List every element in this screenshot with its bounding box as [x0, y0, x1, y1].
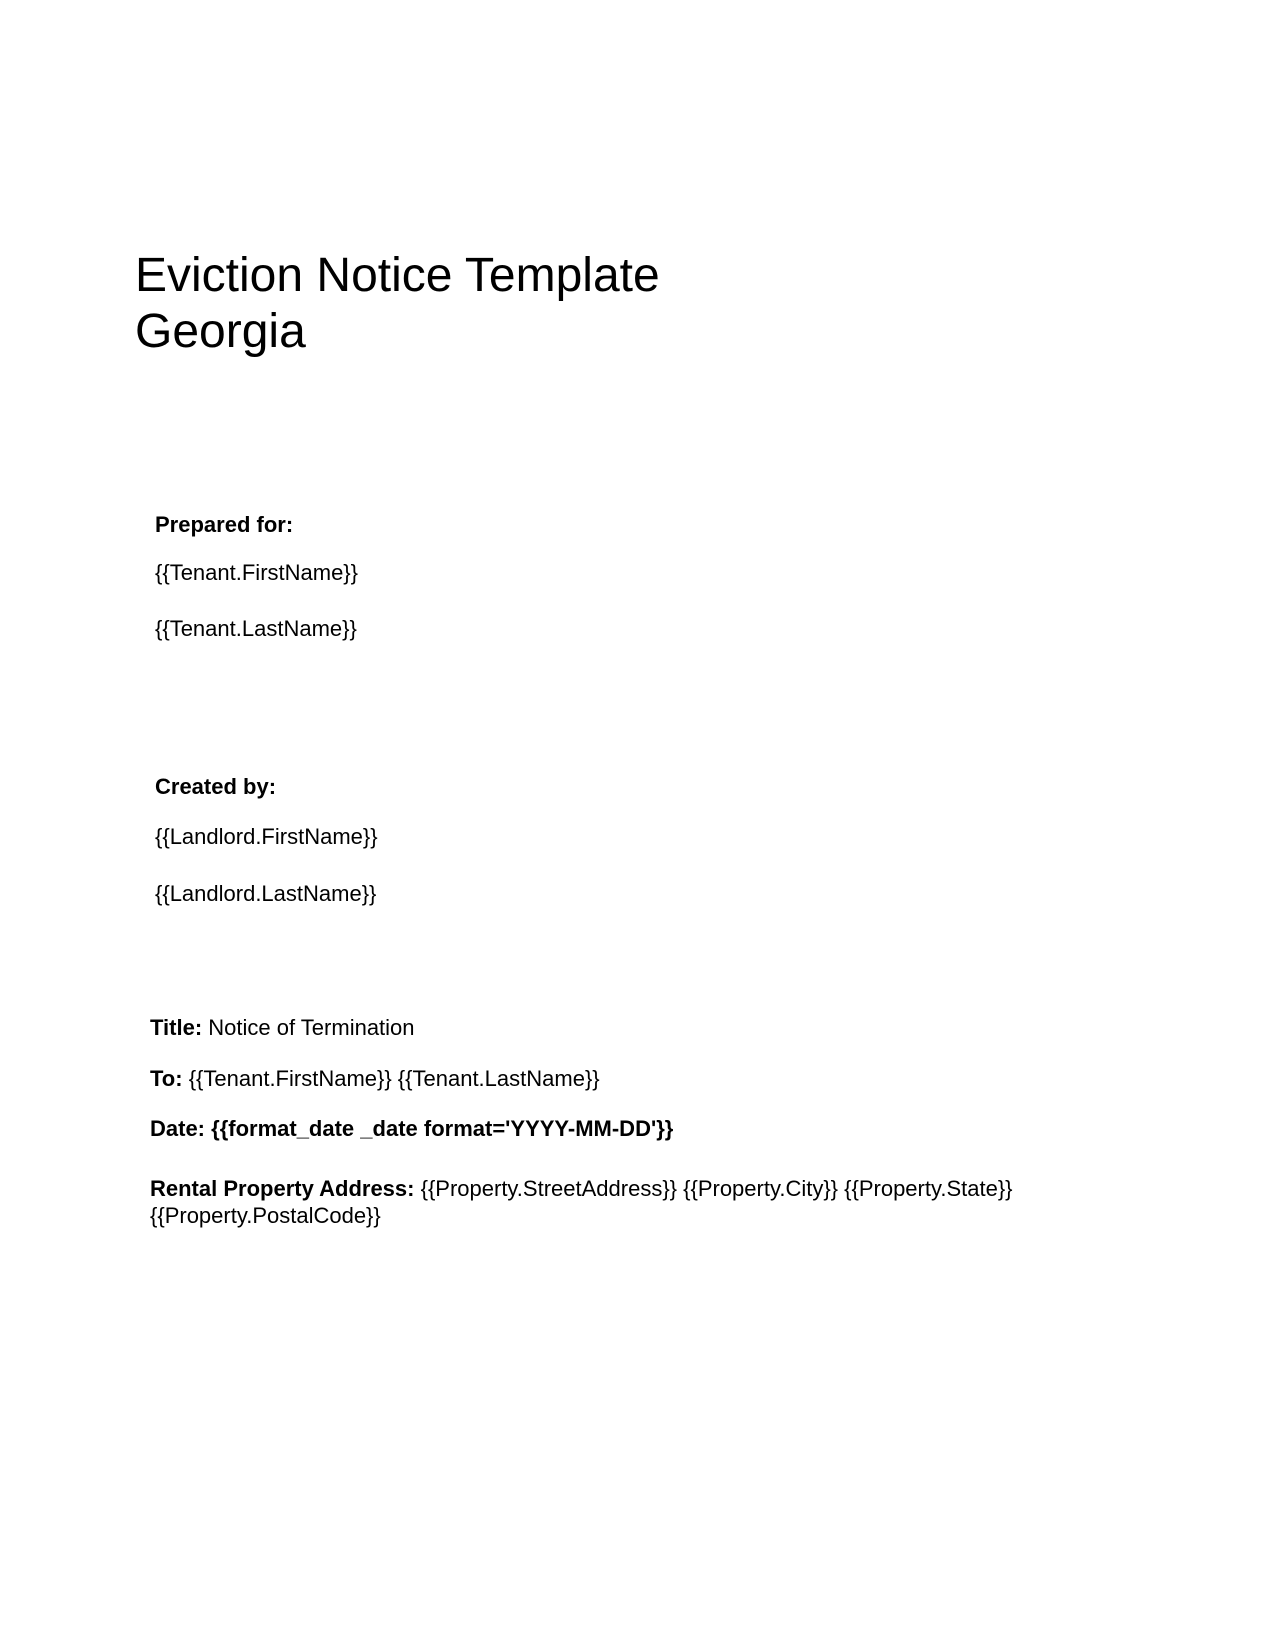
- notice-date-label: Date:: [150, 1116, 206, 1141]
- notice-to-label: To:: [150, 1066, 183, 1091]
- notice-to-value: {{Tenant.FirstName}} {{Tenant.LastName}}: [182, 1066, 600, 1091]
- notice-to-line: [150, 1065, 600, 1092]
- rental-property-address-value: {{Property.StreetAddress}} {{Property.City}} {{Property.State}} {{Property.PostalCode}}: [150, 1176, 1013, 1228]
- notice-title-value: Notice of Termination: [202, 1015, 415, 1040]
- created-by-label: Created by:: [155, 774, 277, 799]
- landlord-first-name: {{Landlord.FirstName}}: [155, 824, 378, 849]
- tenant-first-name: {{Tenant.FirstName}}: [155, 560, 359, 585]
- notice-title-line: [150, 1014, 415, 1041]
- document-title-line-2: Georgia: [135, 305, 306, 358]
- tenant-last-name: {{Tenant.LastName}}: [155, 616, 357, 641]
- document-title: [135, 248, 660, 360]
- document-title-line-1: Eviction Notice Template: [135, 249, 660, 302]
- notice-date-value: {{format_date _date format='YYYY-MM-DD'}}: [205, 1116, 674, 1141]
- rental-property-address-line: [150, 1175, 1110, 1229]
- notice-date-line: [150, 1115, 673, 1142]
- landlord-last-name: {{Landlord.LastName}}: [155, 881, 377, 906]
- prepared-for-label: Prepared for:: [155, 512, 294, 537]
- notice-title-label: Title:: [150, 1015, 203, 1040]
- rental-property-address-label: Rental Property Address:: [150, 1176, 415, 1201]
